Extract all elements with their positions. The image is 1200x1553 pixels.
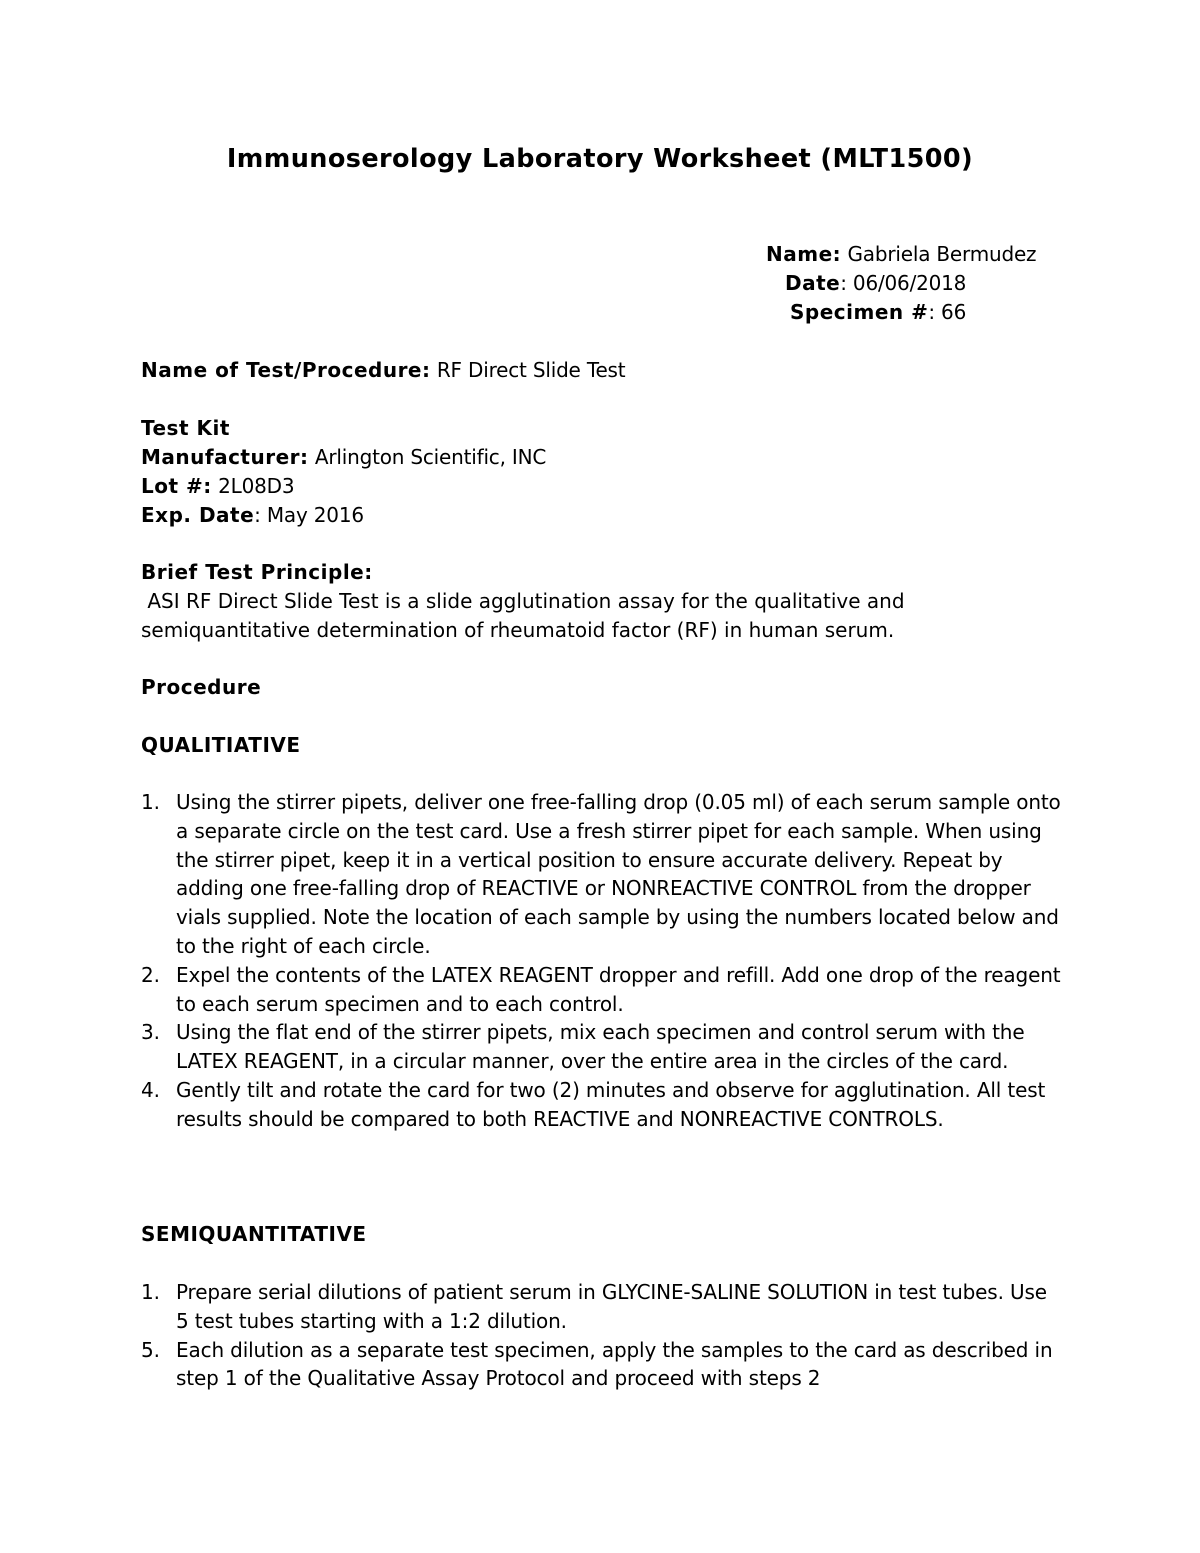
step-text: Expel the contents of the LATEX REAGENT dropper and refill. Add one drop of the reagent to each serum specimen and to each control. — [176, 962, 1061, 1016]
list-item — [141, 1018, 1061, 1076]
date-value: : 06/06/2018 — [840, 271, 967, 295]
qualitative-heading: QUALITIATIVE — [141, 733, 301, 757]
test-procedure-line — [141, 356, 1091, 385]
lot-label: Lot #: — [141, 474, 212, 498]
exp-date-value: : May 2016 — [254, 503, 364, 527]
semiquantitative-steps — [141, 1278, 1061, 1393]
date-line — [785, 269, 966, 298]
lot-value: 2L08D3 — [218, 474, 295, 498]
test-procedure-value: RF Direct Slide Test — [436, 358, 626, 382]
list-item — [141, 1278, 1061, 1336]
step-text: Using the flat end of the stirrer pipets, mix each specimen and control serum with the LATEX REAGENT, in a circular manner, over the entire area in the circles of the card. — [176, 1020, 1025, 1074]
manufacturer-label: Manufacturer: — [141, 445, 309, 469]
list-item — [141, 1076, 1061, 1134]
name-value: Gabriela Bermudez — [847, 242, 1037, 266]
lot-line — [141, 472, 1091, 501]
specimen-line — [790, 298, 966, 327]
list-item — [141, 1336, 1061, 1394]
exp-date-line — [141, 501, 1091, 530]
name-line — [766, 240, 1036, 269]
step-number: 1. — [141, 790, 160, 814]
test-kit-heading: Test Kit — [141, 416, 230, 440]
step-number: 2. — [141, 962, 160, 987]
step-text: Each dilution as a separate test specimen, apply the samples to the card as described in step 1 of the Qualitative Assay Protocol and proceed with steps 2 — [176, 1337, 1053, 1391]
principle-heading: Brief Test Principle: — [141, 560, 373, 584]
list-item — [141, 961, 1061, 1019]
principle-section — [141, 558, 1091, 645]
step-number: 3. — [141, 1020, 160, 1045]
date-label: Date — [785, 271, 841, 295]
procedure-heading: Procedure — [141, 675, 262, 699]
manufacturer-value: Arlington Scientific, INC — [314, 445, 547, 469]
principle-text-line-1: ASI RF Direct Slide Test is a slide agglutination assay for the qualitative and — [141, 589, 905, 613]
step-text: Prepare serial dilutions of patient serum in GLYCINE-SALINE SOLUTION in test tubes. Use 5 test tubes starting with a 1:2 dilution. — [176, 1280, 1047, 1333]
test-kit-section — [141, 414, 1091, 530]
step-number: 1. — [141, 1280, 160, 1304]
name-label: Name: — [766, 242, 842, 266]
worksheet-title: Immunoserology Laboratory Worksheet (MLT1500) — [226, 144, 974, 174]
step-text: Using the stirrer pipets, deliver one free-falling drop (0.05 ml) of each serum sample onto a separate circle on the test card. Use a fresh stirrer pipet for each sample. When using the stirrer pipet, keep it in a vertical position to ensure accurate delivery. Repeat by adding one free-falling drop of REACTIVE or NONREACTIVE CONTROL from the dropper vials supplied. Note the location of each sample by using the numbers located below and to the right of each circle. — [176, 790, 1061, 958]
step-text: Gently tilt and rotate the card for two (2) minutes and observe for agglutination. All test results should be compared to both REACTIVE and NONREACTIVE CONTROLS. — [176, 1077, 1046, 1131]
list-item — [141, 788, 1061, 961]
exp-date-label: Exp. Date — [141, 503, 255, 527]
qualitative-steps — [141, 788, 1061, 1134]
specimen-label: Specimen # — [790, 300, 929, 324]
semiquantitative-heading: SEMIQUANTITATIVE — [141, 1222, 367, 1246]
specimen-value: : 66 — [928, 300, 967, 324]
step-number: 4. — [141, 1077, 160, 1102]
test-procedure-label: Name of Test/Procedure: — [141, 358, 431, 382]
principle-text-line-2: semiquantitative determination of rheumatoid factor (RF) in human serum. — [141, 618, 895, 642]
manufacturer-line — [141, 443, 1091, 472]
step-number: 5. — [141, 1337, 160, 1362]
